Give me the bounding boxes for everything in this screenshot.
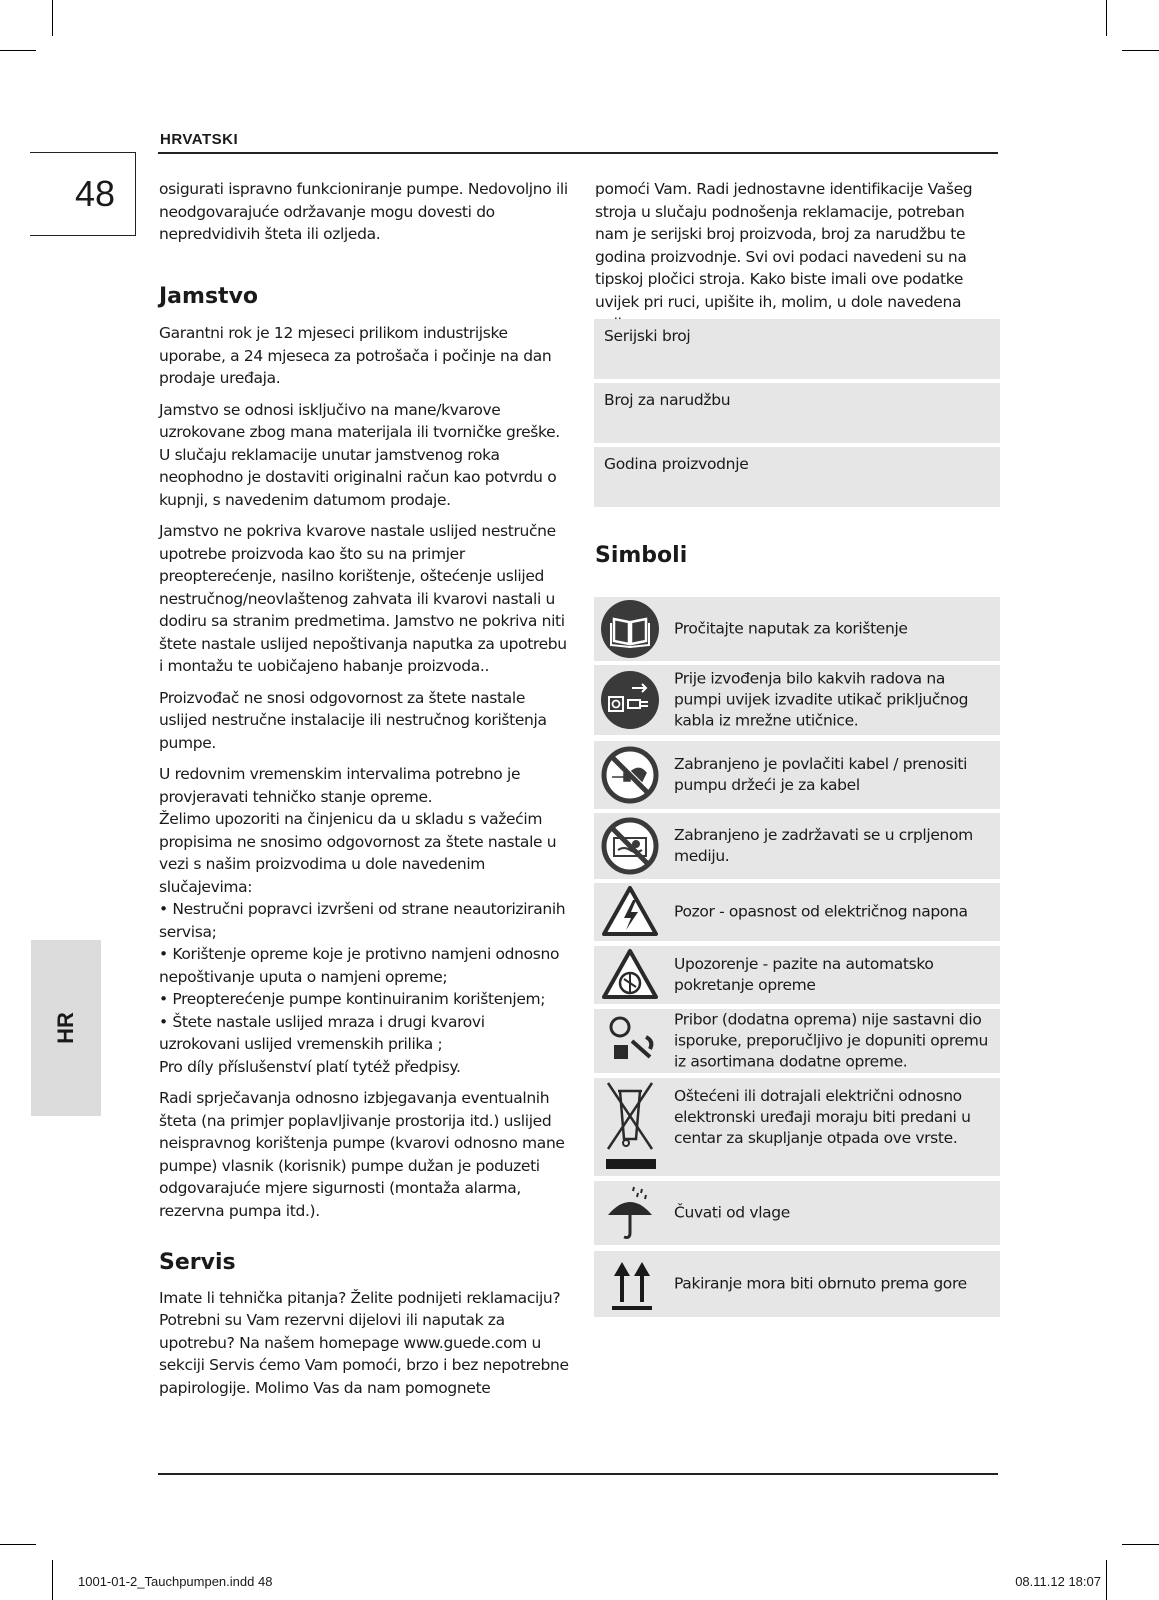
keep-dry-icon (600, 1183, 660, 1243)
read-manual-icon (600, 599, 660, 659)
symbol-text: Pozor - opasnost od električnog napona (674, 902, 968, 921)
symbol-text: Upozorenje - pazite na automatsko pokretanje opreme (674, 955, 934, 994)
symbol-row (594, 883, 1000, 941)
high-voltage-icon (600, 882, 660, 942)
symbols-heading: Simboli (595, 543, 688, 568)
crop-mark (1106, 0, 1107, 36)
service-heading: Servis (159, 1250, 236, 1275)
symbol-row (594, 741, 1000, 809)
footer-date-info: 08.11.12 18:07 (1015, 1574, 1101, 1589)
auto-start-warning-icon (600, 945, 660, 1005)
exclusion-item: • Preopterećenje pumpe kontinuiranim korištenjem; (159, 990, 546, 1008)
service-paragraph-continued: pomoći Vam. Radi jednostavne identifikacije Vašeg stroja u slučaju podnošenja reklamacije, potreban nam je serijski broj proizvoda, broj za narudžbu te godina proizvodnje. Svi ovi podaci navedeni su na tipskoj pločici stroja. Kako biste imali ove podatke uvijek pri ruci, upišite ih, molim, u dole navedena (595, 180, 973, 311)
symbol-text: Pročitajte naputak za korištenje (674, 619, 908, 638)
symbol-text: Zabranjeno je povlačiti kabel / prenositi pumpu držeći je za kabel (674, 755, 968, 794)
symbol-row (594, 1181, 1000, 1245)
symbol-row (594, 597, 1000, 661)
symbol-row (594, 946, 1000, 1004)
header-rule (158, 152, 998, 154)
symbol-text: Pakiranje mora biti obrnuto prema gore (674, 1274, 967, 1293)
symbol-row (594, 1078, 1000, 1176)
unplug-icon (600, 670, 660, 730)
accessories-icon (600, 1011, 660, 1071)
crop-mark (0, 1544, 36, 1545)
footer-file-info: 1001-01-2_Tauchpumpen.indd 48 (78, 1574, 273, 1589)
production-year-field[interactable] (594, 447, 1000, 507)
symbol-row (594, 813, 1000, 879)
warranty-paragraph: Jamstvo ne pokriva kvarove nastale uslijed nestručne upotrebe proizvoda kao što su na primjer preopterećenje, nasilno korištenje, oštećenje uslijed nestručnog/neovlaštenog zahvata ili kvarovi nastali u dodiru sa stranim predmetima. Jamstvo ne pokriva niti štete nastale uslijed nepoštivanja naputka za upotrebu i montažu te uobičajeno habanje proizvoda.. (159, 522, 567, 675)
warranty-paragraph: Jamstvo se odnosi isključivo na mane/kvarove uzrokovane zbog mana materijala ili tvorničke greške. U slučaju reklamacije unutar jamstvenog roka neophodno je dostaviti originalni račun kao potvrdu o kupnji, s navedenim datumom prodaje. (159, 400, 560, 509)
language-tab (31, 940, 101, 1116)
field-label: Broj za narudžbu (604, 391, 731, 409)
warranty-paragraph: Radi sprječavanja odnosno izbjegavanja eventualnih šteta (na primjer poplavljivanje prostorija itd.) uslijed neispravnog korištenja pumpe (kvarovi odnosno mane pumpe) vlasnik (korisnik) pumpe dužan je poduzeti odgovarajuće mjere sigurnosti (montaža alarma, rezervna pumpa itd.). (159, 1089, 565, 1220)
field-label: Serijski broj (604, 327, 691, 345)
exclusion-item: • Štete nastale uslijed mraza i drugi kvarovi uzrokovani uslijed vremenskih prilika ; (159, 1012, 485, 1053)
page-number: 48 (75, 173, 116, 214)
exclusion-item: • Korištenje opreme koje je protivno namjeni odnosno nepoštivanje uputa o namjeni opreme; (159, 945, 560, 986)
symbol-row (594, 1009, 1000, 1073)
symbol-text: Čuvati od vlage (674, 1203, 790, 1222)
left-column (159, 178, 569, 1408)
warranty-paragraph: Želimo upozoriti na činjenicu da u skladu s važećim propisima ne snosimo odgovornost za štete nastale u vezi s našim proizvodima u dole navedenim slučajevima: (159, 810, 557, 896)
serial-number-field[interactable] (594, 319, 1000, 379)
intro-paragraph: osigurati ispravno funkcioniranje pumpe. Nedovoljno ili neodgovarajuće održavanje mogu dovesti do nepredvidivih šteta ili ozljeda. (159, 180, 568, 243)
crop-mark (1122, 1544, 1159, 1545)
symbol-text: Oštećeni ili dotrajali električni odnosno elektronski uređaji moraju biti predani u centar za skupljanje otpada ove vrste. (674, 1087, 971, 1147)
footer-rule (158, 1473, 998, 1475)
crop-mark (52, 1560, 53, 1600)
order-number-field[interactable] (594, 383, 1000, 443)
warranty-paragraph: U redovnim vremenskim intervalima potrebno je provjeravati tehničko stanje opreme. (159, 765, 521, 806)
warranty-heading: Jamstvo (159, 283, 259, 309)
crop-mark (1106, 1560, 1107, 1600)
warranty-paragraph: Garantni rok je 12 mjeseci prilikom industrijske uporabe, a 24 mjeseca za potrošača i počinje na dan prodaje uređaja. (159, 324, 552, 387)
symbol-text: Zabranjeno je zadržavati se u crpljenom mediju. (674, 826, 973, 865)
section-language-label: HRVATSKI (160, 131, 239, 148)
this-way-up-icon (600, 1254, 660, 1314)
language-tab-label: HR (53, 1012, 78, 1044)
accessories-note: Pro díly příslušenství platí tytéž předpisy. (159, 1057, 461, 1076)
symbol-row (594, 1251, 1000, 1317)
crop-mark (0, 50, 36, 51)
no-pull-cable-icon (600, 745, 660, 805)
symbol-row (594, 665, 1000, 735)
symbol-text: Pribor (dodatna oprema) nije sastavni dio isporuke, preporučljivo je dopuniti opremu iz asortimana dodatne opreme. (674, 1010, 988, 1071)
symbol-text: Prije izvođenja bilo kakvih radova na pumpi uvijek izvadite utikač priključnog kabla iz mrežne utičnice. (674, 669, 969, 730)
service-paragraph: Imate li tehnička pitanja? Želite podnijeti reklamaciju? Potrebni su Vam rezervni dijelovi ili naputak za upotrebu? Na našem homepage www.guede.com u sekciji Servis ćemo Vam pomoći, brzo i bez nepotrebne papirologije. Molimo Vas da nam pomognete (159, 1288, 569, 1397)
field-label: Godina proizvodnje (604, 455, 749, 473)
warranty-paragraph: Proizvođač ne snosi odgovornost za štete nastale uslijed nestručne instalacije ili nestručnog korištenja pumpe. (159, 688, 547, 752)
crop-mark (52, 0, 53, 36)
weee-bin-icon (600, 1079, 660, 1175)
no-swimming-icon (600, 816, 660, 876)
exclusion-item: • Nestručni popravci izvršeni od strane neautoriziranih servisa; (159, 900, 566, 941)
crop-mark (1122, 50, 1159, 51)
